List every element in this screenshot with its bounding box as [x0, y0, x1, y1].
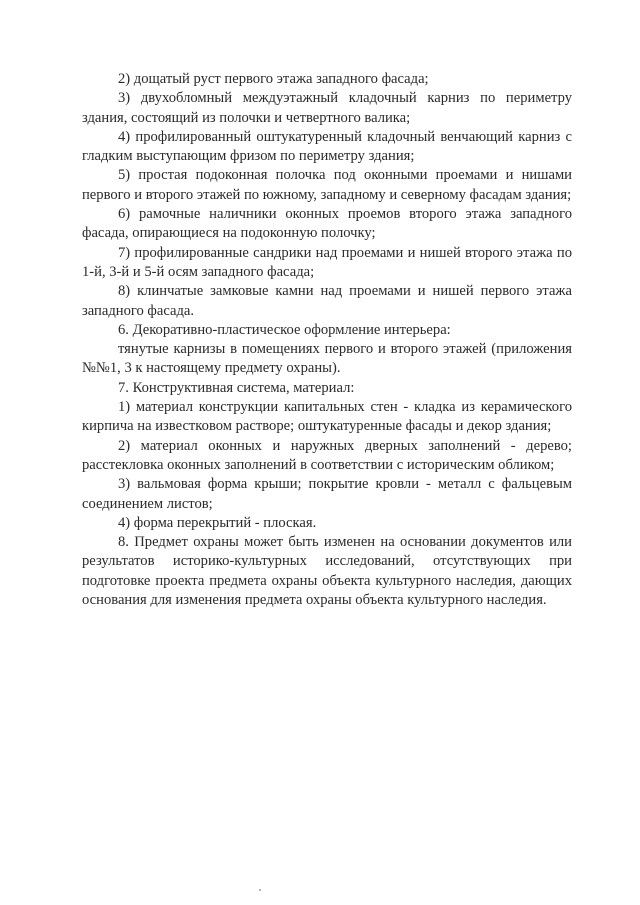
section-heading-interior-decor: 6. Декоративно-пластическое оформление интерьера:	[118, 321, 451, 338]
paragraph-item-5-window-shelf: 5) простая подоконная полочка под оконными проемами и нишами первого и второго этажей по южному, западному и северному фасадам здания;	[82, 167, 572, 203]
paragraph-item-7-sandriks: 7) профилированные сандрики над проемами и нишей второго этажа по 1-й, 3-й и 5-й осям западного фасада;	[82, 244, 572, 280]
paragraph-structure-1-walls: 1) материал конструкции капитальных стен - кладка из керамического кирпича на известковом растворе; оштукатуренные фасады и декор здания;	[82, 399, 572, 435]
section-heading-structural-system: 7. Конструктивная система, материал:	[118, 379, 355, 396]
paragraph-structure-3-roof: 3) вальмовая форма крыши; покрытие кровли - металл с фальцевым соединением листов;	[82, 476, 572, 512]
paragraph-structure-4-floors: 4) форма перекрытий - плоская.	[118, 514, 317, 531]
paragraph-item-3-cornice: 3) двухобломный междуэтажный кладочный карниз по периметру здания, состоящий из полочки и четвертного валика;	[82, 90, 572, 126]
paragraph-item-8-keystones: 8) клинчатые замковые камни над проемами и нишей первого этажа западного фасада.	[82, 283, 572, 319]
paragraph-item-6-window-frames: 6) рамочные наличники оконных проемов второго этажа западного фасада, опирающиеся на подоконную полочку;	[82, 206, 572, 242]
page-dot-mark	[259, 889, 261, 891]
paragraph-item-2-rust: 2) дощатый руст первого этажа западного фасада;	[118, 71, 429, 87]
document-body	[82, 70, 572, 610]
paragraph-item-4-crowning-cornice: 4) профилированный оштукатуренный кладочный венчающий карниз с гладким выступающим фризом по периметру здания;	[82, 128, 572, 165]
paragraph-structure-2-windows-doors: 2) материал оконных и наружных дверных заполнений - дерево; расстекловка оконных заполнений в соответствии с историческим обликом;	[82, 437, 572, 473]
section-paragraph-protection-change: 8. Предмет охраны может быть изменен на основании документов или результатов историко-культурных исследований, отсутствующих при подготовке проекта предмета охраны объекта культурного наследия, дающих основания для изменения предмета охраны объекта культурного наследия.	[82, 534, 572, 609]
paragraph-interior-cornices: тянутые карнизы в помещениях первого и второго этажей (приложения №№1, 3 к настоящему предмету охраны).	[82, 341, 572, 377]
